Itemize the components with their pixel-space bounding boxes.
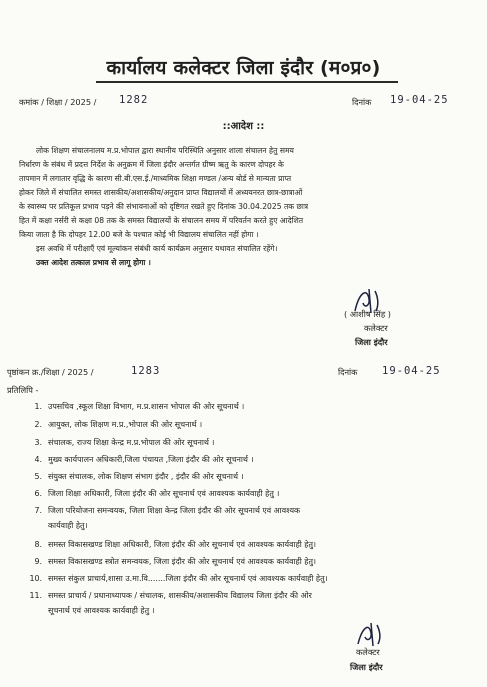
list-item-number: 11. (29, 591, 42, 600)
list-item-number: 7. (34, 506, 42, 515)
body-line-4: होकर जिले में संचालित समस्त शासकीय/अशासकीय/अनुदान प्राप्त विद्यालयों में अध्ययनरत छात्र-छात्राओं (19, 188, 303, 197)
body-line-5: के स्वास्थ्य पर प्रतिकूल प्रभाव पड़ने की संभावनाओं को दृष्टिगत रखते हुए दिनांक 30.04.2025 तक छात्र (19, 202, 309, 211)
body-line-8: इस अवधि में परीक्षाएँ एवं मूल्यांकन संबंधी कार्य कार्यक्रम अनुसार यथावत संचालित रहेंगे। (36, 244, 278, 253)
list-item (28, 489, 279, 499)
list-item (28, 506, 300, 516)
ref-number-handwritten: 1282 (119, 94, 149, 106)
list-item (28, 557, 316, 567)
list-item-number: 6. (34, 489, 42, 498)
list-item-number: 2. (34, 420, 42, 429)
ref-number-prefix: कमांक / शिक्षा / 2025 / (19, 97, 97, 107)
list-item (28, 591, 312, 601)
endorsement-date-handwritten: 19-04-25 (382, 365, 441, 377)
list-item-number: 8. (34, 540, 42, 549)
collector-signature-2 (350, 618, 390, 650)
list-item-text: समस्त विकासखण्ड स्त्रोत समन्वयक, जिला इंदौर की ओर सूचनार्थ एवं आवश्यक कार्यवाही हेतु। (48, 557, 316, 566)
endorsement-prefix: पृष्ठांकन क्र./शिक्षा / 2025 / (7, 367, 94, 377)
list-item-text: आयुक्त, लोक शिक्षण म.प्र.,भोपाल की ओर सूचनार्थ । (48, 420, 203, 429)
list-item (28, 472, 244, 482)
list-item-number: 10. (29, 574, 42, 583)
body-line-1: लोक शिक्षण संचालनालय म.प्र.भोपाल द्वारा स्थानीय परिस्थिति अनुसार शाला संचालन हेतु समय (36, 146, 294, 155)
date-handwritten: 19-04-25 (390, 94, 449, 106)
signatory-name: ( आशीष सिंह ) (344, 309, 391, 319)
list-item-number: 5. (34, 472, 42, 481)
list-item (28, 438, 214, 448)
list-item-number: 3. (34, 438, 42, 447)
list-item-text: समस्त विकासखण्ड शिक्षा अधिकारी, जिला इंदौर की ओर सूचनार्थ एवं आवश्यक कार्यवाही हेतु। (48, 540, 316, 549)
signatory-district-2: जिला इंदौर (350, 662, 383, 672)
list-item-number: 1. (34, 402, 42, 411)
date-label: दिनांक (352, 97, 372, 107)
list-item (28, 420, 202, 430)
list-item (28, 540, 316, 550)
endorsement-date-label: दिनांक (338, 367, 358, 377)
list-item-text: उपसचिव ,स्कूल शिक्षा विभाग, म.प्र.शासन भोपाल की ओर सूचनार्थ । (48, 402, 245, 411)
list-item-number: 9. (34, 557, 42, 566)
list-item-text: जिला परियोजना समन्वयक, जिला शिक्षा केन्द्र जिला इंदौर की ओर सूचनार्थ एवं आवश्यक (48, 506, 301, 515)
endorsement-number-handwritten: 1283 (131, 365, 161, 377)
title-underline (96, 81, 398, 83)
signatory-district: जिला इंदौर (355, 337, 388, 347)
list-item (28, 574, 328, 584)
list-item-continuation: कार्यवाही हेतु। (48, 521, 88, 530)
list-item-text: समस्त प्राचार्य / प्रधानाध्यापक / संचालक, शासकीय/अशासकीय विद्यालय जिला इंदौर की ओर (48, 591, 312, 600)
list-item (28, 455, 253, 465)
order-heading: ::आदेश :: (222, 121, 265, 132)
list-item-text: जिला शिक्षा अधिकारी, जिला इंदौर की ओर सूचनार्थ एवं आवश्यक कार्यवाही हेतु । (48, 489, 280, 498)
copy-to-label: प्रतिलिपि - (7, 385, 39, 395)
body-line-7: किया जाता है कि दोपहर 12.00 बजे के पश्चात कोई भी विद्यालय संचालित नहीं होगा । (19, 230, 259, 239)
body-line-6: हित में कक्षा नर्सरी से कक्षा 08 तक के समस्त विद्यालयों के संचालन समय में परिवर्तन करते हुए आदेशित (19, 216, 304, 225)
list-item-text: संचालक, राज्य शिक्षा केन्द्र म.प्र.भोपाल की ओर सूचनार्थ । (48, 438, 215, 447)
body-line-9: उक्त आदेश तत्काल प्रभाव से लागू होगा । (36, 258, 151, 267)
list-item-continuation: सूचनार्थ एवं आवश्यक कार्यवाही हेतु । (48, 606, 155, 615)
list-item-text: मुख्य कार्यपालन अधिकारी,जिला पंचायत ,जिला इंदौर की ओर सूचनार्थ । (48, 455, 254, 464)
list-item-text: संयुक्त संचालक, लोक शिक्षण संभाग इंदौर , इंदौर की ओर सूचनार्थ । (48, 472, 244, 481)
signatory-designation: कलेक्टर (364, 323, 388, 333)
body-line-3: तापमान में लगातार वृद्धि के कारण सी.बी.एस.ई./माध्यमिक शिक्षा मण्डल /अन्य बोर्ड से मान्यता प्राप्त (19, 174, 292, 183)
office-title: कार्यालय कलेक्टर जिला इंदौर (म०प्र०) (106, 57, 381, 79)
list-item (28, 402, 244, 412)
body-line-2: निर्धारण के संबंध में प्रदत्त निर्देश के अनुक्रम में जिला इंदौर अन्तर्गत ग्रीष्म ऋतु के कारण दोपहर के (19, 160, 284, 169)
list-item-number: 4. (34, 455, 42, 464)
signatory-designation-2: कलेक्टर (356, 647, 380, 657)
list-item-text: समस्त संकुल प्राचार्य,शासा उ.मा.वि.......जिला इंदौर की ओर सूचनार्थ एवं आवश्यक कार्यवाही हेतु। (48, 574, 328, 583)
